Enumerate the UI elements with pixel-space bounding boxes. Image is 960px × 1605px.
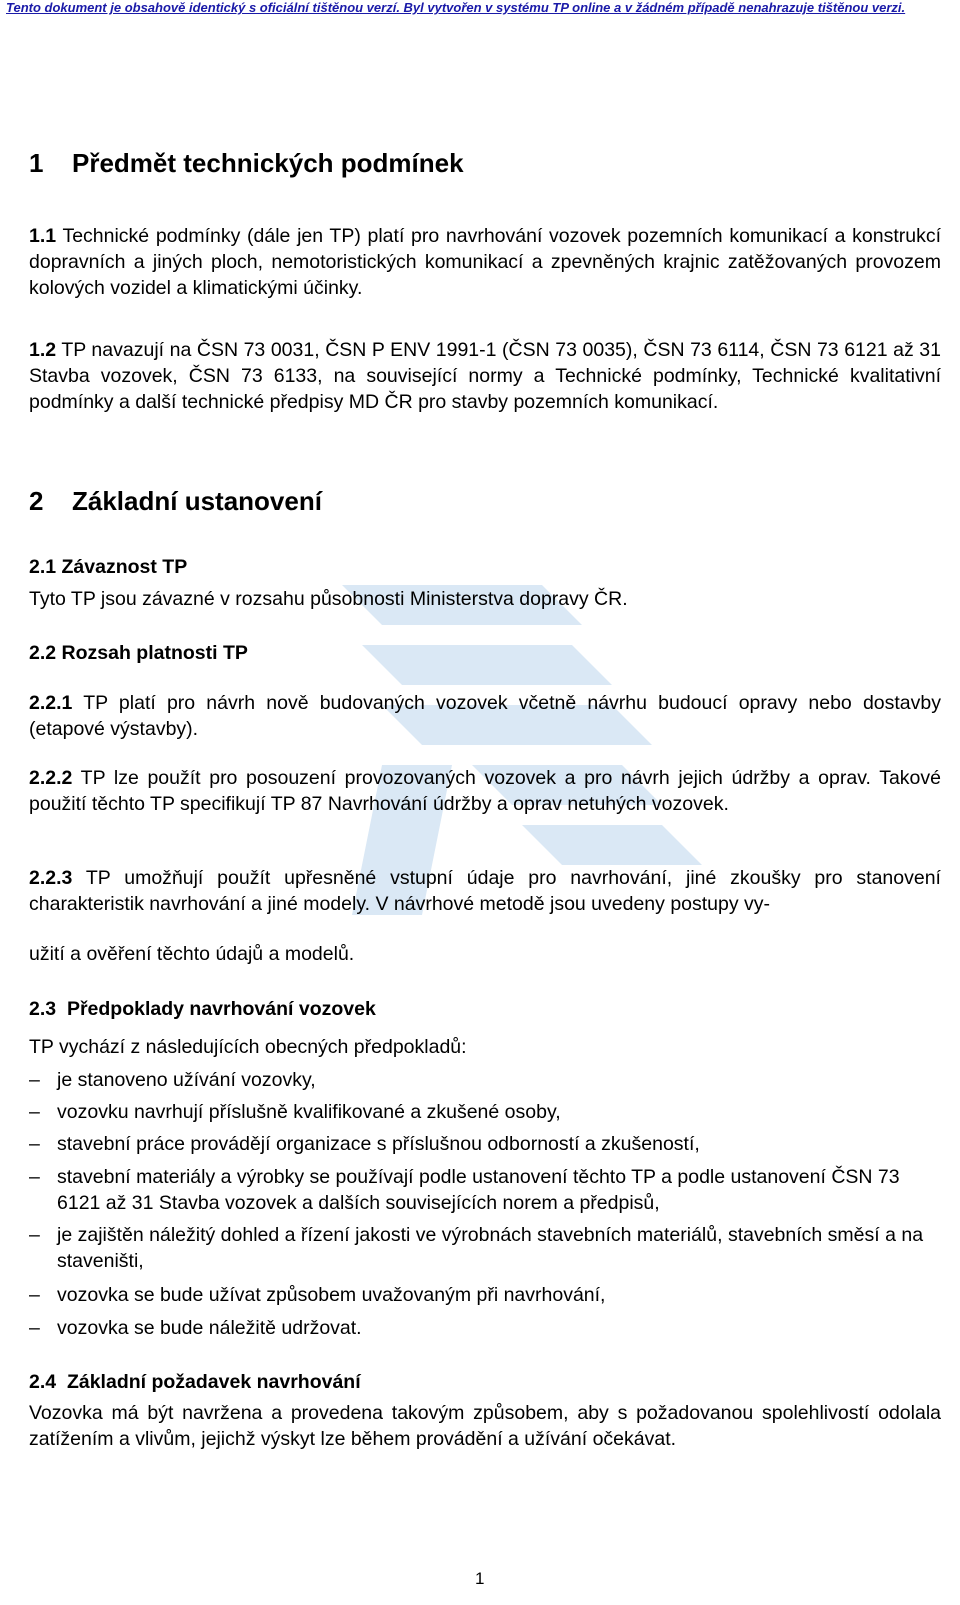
section-2-3-heading — [29, 996, 376, 1022]
dash-bullet: – — [29, 1284, 40, 1306]
list-item: – vozovka se bude užívat způsobem uvažovaným při navrhování, — [29, 1284, 606, 1306]
section-1-number: 1 — [29, 148, 44, 178]
paragraph-2-2-2 — [29, 765, 941, 817]
dash-bullet: – — [29, 1133, 40, 1155]
paragraph-2-2-1-number: 2.2.1 — [29, 692, 73, 714]
page-number: 1 — [475, 1569, 485, 1588]
paragraph-1-1-text: Technické podmínky (dále jen TP) platí pro navrhování vozovek pozemních komunikací a konstrukcí dopravních a jiných ploch, nemotoristických komunikací a zpevněných krajnic zatěžovaných provozem kolových vozidel a klimatickými účinky. — [29, 225, 941, 299]
list-item: – stavební materiály a výrobky se používají podle ustanovení těchto TP a podle ustanovení ČSN 73 6121 až 31 Stavba vozovek a dalších souvisejících norem a předpisů, — [29, 1166, 900, 1214]
paragraph-1-2-number: 1.2 — [29, 339, 57, 361]
dash-bullet: – — [29, 1224, 40, 1246]
paragraph-2-2-1-text: TP platí pro návrh nově budovaných vozovek včetně návrhu budoucí opravy nebo dostavby (etapové výstavby). — [29, 692, 941, 740]
paragraph-1-1 — [29, 223, 941, 301]
paragraph-2-2-3-number: 2.2.3 — [29, 867, 73, 889]
list-item: – je stanoveno užívání vozovky, — [29, 1069, 316, 1091]
section-2-1-text: Tyto TP jsou závazné v rozsahu působnosti Ministerstva dopravy ČR. — [29, 588, 628, 610]
paragraph-2-2-3-continuation: užití a ověření těchto údajů a modelů. — [29, 943, 355, 965]
list-item: – vozovka se bude náležitě udržovat. — [29, 1317, 362, 1339]
section-2-1-heading: 2.1 Závaznost TP — [29, 556, 188, 578]
section-1-heading — [29, 147, 464, 179]
section-1-title: Předmět technických podmínek — [72, 148, 464, 178]
paragraph-1-2 — [29, 337, 941, 415]
list-item: – vozovku navrhují příslušně kvalifikované a zkušené osoby, — [29, 1101, 561, 1123]
dash-bullet: – — [29, 1101, 40, 1123]
list-item: – je zajištěn náležitý dohled a řízení jakosti ve výrobnách stavebních materiálů, stavebních směsí a na staveništi, — [29, 1224, 924, 1272]
section-2-4-title: Základní požadavek navrhování — [66, 1371, 361, 1393]
disclaimer-notice: Tento dokument je obsahově identický s oficiální tištěnou verzí. Byl vytvořen v systému TP online a v žádném případě nenahrazuje tištěnou verzi. — [6, 0, 906, 15]
list-item: – stavební práce provádějí organizace s příslušnou odborností a zkušeností, — [29, 1133, 700, 1155]
section-2-3-title: Předpoklady navrhování vozovek — [66, 998, 376, 1020]
paragraph-2-2-3 — [29, 865, 941, 917]
section-2-3-number: 2.3 — [29, 998, 57, 1020]
dash-bullet: – — [29, 1317, 40, 1339]
paragraph-1-2-text: TP navazují na ČSN 73 0031, ČSN P ENV 1991-1 (ČSN 73 0035), ČSN 73 6114, ČSN 73 6121 až 31 Stavba vozovek, ČSN 73 6133, na související normy a Technické podmínky, Technické kvalitativní podmínky a další technické předpisy MD ČR pro stavby pozemních komunikací. — [29, 339, 941, 413]
section-2-title: Základní ustanovení — [72, 486, 322, 516]
paragraph-2-2-2-text: TP lze použít pro posouzení provozovaných vozovek a pro návrh jejich údržby a oprav. Takové použití těchto TP specifikují TP 87 Navrhování údržby a oprav netuhých vozovek. — [29, 767, 941, 815]
section-2-number: 2 — [29, 486, 44, 516]
dash-bullet: – — [29, 1069, 40, 1091]
section-2-2-heading: 2.2 Rozsah platnosti TP — [29, 642, 248, 664]
paragraph-2-2-3-text: TP umožňují použít upřesněné vstupní údaje pro navrhování, jiné zkoušky pro stanovení charakteristik navrhování a jiné modely. V návrhové metodě jsou uvedeny postupy vy- — [29, 867, 941, 915]
section-2-3-intro: TP vychází z následujících obecných předpokladů: — [29, 1036, 467, 1058]
section-2-4-number: 2.4 — [29, 1371, 57, 1393]
paragraph-2-2-1 — [29, 690, 941, 742]
dash-bullet: – — [29, 1166, 40, 1188]
section-2-4-heading — [29, 1369, 361, 1395]
paragraph-2-2-2-number: 2.2.2 — [29, 767, 73, 789]
paragraph-1-1-number: 1.1 — [29, 225, 57, 247]
section-2-heading — [29, 485, 322, 517]
section-2-4-text: Vozovka má být navržena a provedena takovým způsobem, aby s požadovanou spolehlivostí odolala zatížením a vlivům, jejichž výskyt lze během provádění a užívání očekávat. — [29, 1402, 941, 1450]
